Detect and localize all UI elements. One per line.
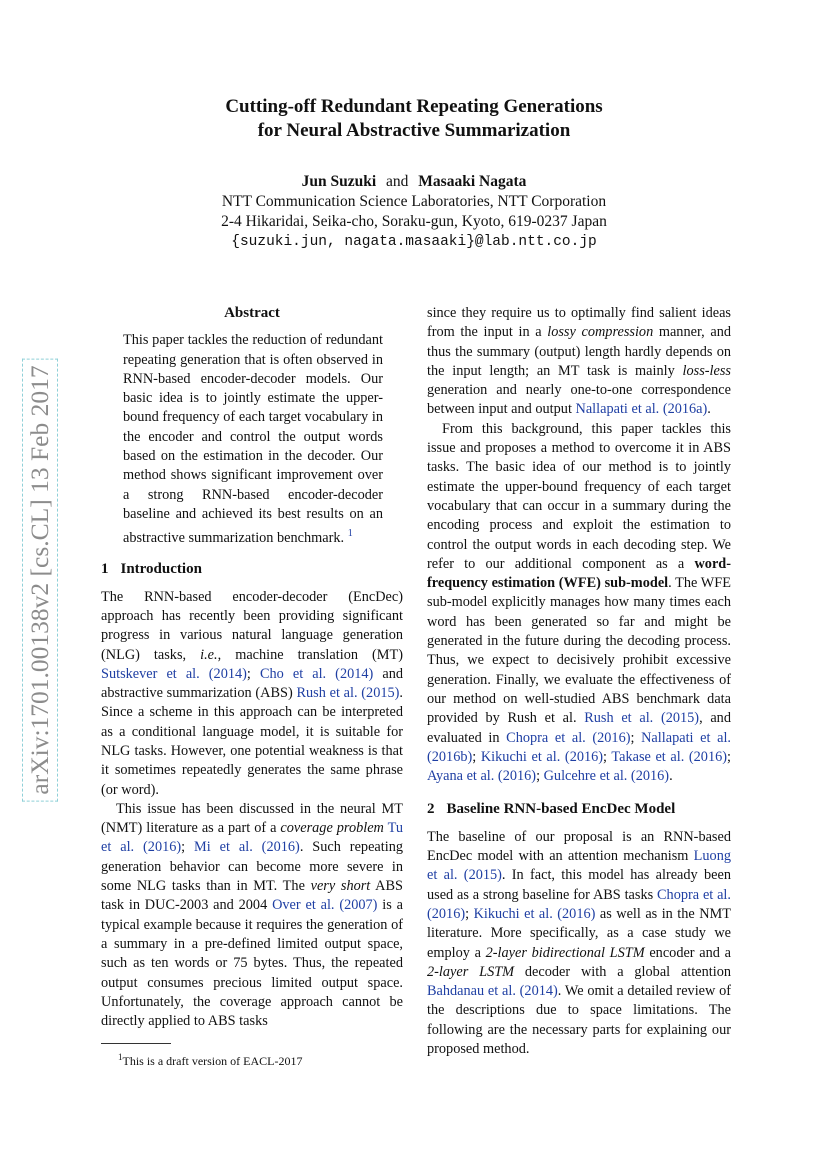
intro-paragraph-1 [101,588,403,800]
text-run: word-frequency estimation (WFE) sub-model [427,555,731,592]
citation-link[interactable]: Bahdanau et al. (2014) [427,983,558,1000]
text-run: 2-layer LSTM [427,963,515,980]
text-run: The RNN-based encoder-decoder (EncDec) approach has recently been providing significant progress in various natural language generation (NLG) tasks, [101,588,403,663]
paper-title [0,95,828,143]
title-line-2: for Neural Abstractive Summarization [257,120,571,141]
text-run: , and evaluated in [427,710,731,746]
right-column [427,304,731,1059]
text-run: . Since a scheme in this approach can be interpreted as a conditional language model, it is suitable for NLG tasks. However, one potential weakness is that it sometimes repeatedly generates the same phrase (or word). [101,685,403,798]
abstract-text [123,331,383,548]
text-run: From this background, this paper tackles this issue and proposes a method to overcome it in ABS tasks. The basic idea of our method is to jointly estimate the upper-bound frequency of each target vocabulary that can occur in a summary during the encoding process and exploit the estimation to control the output words in each decoding step. We refer to our additional component as a [427,420,731,572]
author-block [0,172,828,252]
text-run: very short [310,878,371,895]
arxiv-sidebar [22,330,58,830]
section-2-number: 2 [427,801,435,818]
text-run: i.e. [200,646,218,663]
text-run: ; [465,905,474,922]
title-line-1: Cutting-off Redundant Repeating Generations [225,96,603,117]
citation-link[interactable]: Mi et al. (2016) [194,839,300,856]
citation-link[interactable]: Kikuchi et al. (2016) [480,748,604,765]
text-run: . The WFE sub-model explicitly manages how many times each word has been generated so far and might be generated in the future during the decoding process. Thus, we expect to decisively prohibit excessive generation. Finally, we evaluate the effectiveness of our method on well-studied ABS benchmark data provided by Rush et al. [427,575,731,727]
citation-link[interactable]: Cho et al. (2014) [259,665,374,682]
text-run: ; [536,768,544,785]
text-run: The baseline of our proposal is an RNN-based EncDec model with an attention mechanism [427,828,731,865]
intro-paragraph-3 [427,304,731,420]
text-run: generation and nearly one-to-one correspondence between input and output [427,382,731,418]
citation-link[interactable]: Chopra et al. (2016) [506,729,631,746]
footnote-ref[interactable]: 1 [347,528,353,540]
citation-link[interactable]: Luong et al. (2015) [427,848,731,884]
author-2: Masaaki Nagata [418,173,527,190]
affiliation-1: NTT Communication Science Laboratories, NTT Corporation [221,193,607,210]
text-run: ABS task in DUC-2003 and 2004 [101,878,403,914]
intro-paragraph-2 [101,800,403,1032]
text-run: 2-layer bidirectional LSTM [485,944,645,961]
text-run: ; [603,748,612,765]
text-run: . In fact, this model has already been used as a strong baseline for ABS tasks [427,867,731,903]
citation-link[interactable]: Kikuchi et al. (2016) [473,905,596,922]
text-run: as well as in the NMT literature. More specifically, as a case study we employ a [427,905,732,961]
author-and: and [386,173,409,190]
affiliation-2: 2-4 Hikaridai, Seika-cho, Soraku-gun, Kyoto, 619-0237 Japan [221,213,607,230]
abstract-heading: Abstract [224,305,280,321]
text-run: This issue has been discussed in the neural MT (NMT) literature as a part of a [101,800,403,837]
text-run: ; [246,665,260,682]
text-run: since they require us to optimally find salient ideas from the input in a [427,305,731,341]
text-run: and abstractive summarization (ABS) [101,665,404,702]
text-run: ; [727,748,731,765]
author-line [0,172,828,192]
baseline-paragraph [427,828,731,1060]
text-run: ; [472,748,481,765]
footnote-divider [101,1043,171,1044]
text-run: is a typical example because it requires the generation of a summary in a pre-defined limited output space, such as ten words or 75 bytes. Thus, the repeated output consumes precious limited output space. Unfortunately, the coverage approach cannot be directly applied to ABS tasks [101,897,403,1030]
text-run: manner, and thus the summary (output) length hardly depends on the input length; an MT task is mainly [427,324,731,379]
citation-link[interactable]: Sutskever et al. (2014) [101,665,247,682]
text-run: . [669,768,673,785]
intro-paragraph-4 [427,420,731,787]
section-1-title: Introduction [120,561,202,578]
section-2-heading [427,800,731,819]
footnote-mark: 1 [118,1052,123,1062]
text-run: decoder with a global attention [514,963,731,980]
text-run: . [707,401,711,418]
citation-link[interactable]: Chopra et al. (2016) [427,886,731,922]
citation-link[interactable]: Over et al. (2007) [272,897,378,914]
text-run: encoder and a [644,944,731,961]
footnote [118,1050,302,1069]
author-1: Jun Suzuki [301,173,377,190]
citation-link[interactable]: Rush et al. (2015) [584,710,700,727]
section-1-heading [101,560,403,579]
text-run: loss-less [682,362,731,379]
citation-link[interactable]: Gulcehre et al. (2016) [543,768,670,785]
left-column [101,304,403,1031]
citation-link[interactable]: Nallapati et al. (2016a) [575,401,708,418]
text-run: . We omit a detailed review of the descriptions due to space limitations. The following are the necessary parts for explaining our proposed method. [427,983,732,1057]
text-run: . Such repeating generation behavior can become more severe in some NLG tasks than in MT. The [101,839,403,895]
section-2-title: Baseline RNN-based EncDec Model [446,801,676,818]
footnote-text: This is a draft version of EACL-2017 [122,1054,303,1068]
citation-link[interactable]: Ayana et al. (2016) [427,768,537,785]
section-1-number: 1 [101,561,109,578]
arxiv-identifier[interactable]: arXiv:1701.00138v2 [cs.CL] 13 Feb 2017 [22,358,58,801]
text-run: ; [630,729,642,746]
citation-link[interactable]: Nallapati et al. (2016b) [427,729,731,765]
text-run: , machine translation (MT) [217,646,403,663]
text-run: coverage problem [280,820,384,837]
abstract-body: This paper tackles the reduction of redundant repeating generation that is often observed in RNN-based encoder-decoder models. Our basic idea is to jointly estimate the upper-bound frequency of each target vocabulary in the encoder and control the output words based on the estimation in the decoder. Our method shows significant improvement over a strong RNN-based encoder-decoder baseline and achieved its best results on an abstractive summarization benchmark. [123,332,383,547]
citation-link[interactable]: Takase et al. (2016) [611,748,728,765]
author-email[interactable]: {suzuki.jun, nagata.masaaki}@lab.ntt.co.jp [231,234,597,250]
citation-link[interactable]: Tu et al. (2016) [101,820,403,856]
text-run: lossy compression [547,324,654,341]
text-run: ; [181,839,195,856]
citation-link[interactable]: Rush et al. (2015) [296,685,400,702]
